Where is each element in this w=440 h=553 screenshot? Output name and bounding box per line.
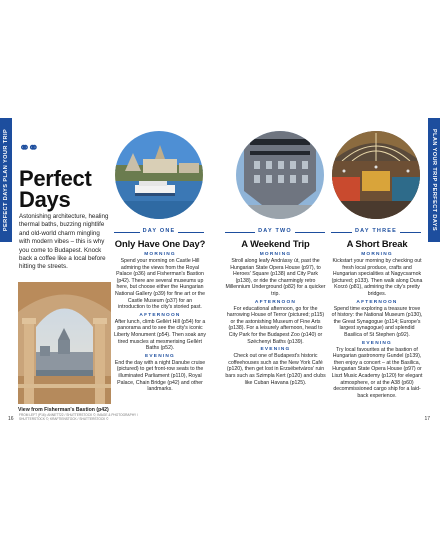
side-tab-left-label: PERFECT DAYS PLAN YOUR TRIP: [3, 128, 9, 232]
day-two-heading: A Weekend Trip: [241, 238, 310, 249]
house-of-terror-image: [236, 131, 324, 219]
day-two-morning-text: Stroll along leafy Andrássy út, past the Hungarian State Opera House (p97), to Heroes' Square (p138) and City Park (p138), or ride the charmingly retro Millennium Underground (p82) for a quicker trip.: [225, 258, 326, 297]
danube-cruise-image: [115, 131, 203, 219]
day-one-column: [114, 238, 206, 393]
day-three-afternoon-label: AFTERNOON: [356, 299, 398, 305]
side-tab-right: [428, 118, 440, 242]
day-three-morning-text: Kickstart your morning by checking out fresh local produce, crafts and Hungarian specialities at Nagycsarnok (pictured; p133). Then walk along Duna Korzó (p81), admiring the city's pretty bridges.: [331, 258, 423, 297]
day-one-afternoon-label: AFTERNOON: [139, 312, 181, 318]
photo-credits: FROM LEFT (P16): ANNETT22 / SHUTTERSTOCK ©; IMAGE & PHOTOGRAPHY / SHUTTERSTOCK ©; KRAFTIENSTOCK / SHUTTERSTOCK ©: [19, 413, 138, 421]
day-three-evening-label: EVENING: [362, 340, 392, 346]
page-number-left: 16: [8, 416, 14, 422]
day-two-ribbon-label: DAY TWO: [255, 228, 295, 234]
page-title-line-1: Perfect: [19, 166, 92, 191]
day-one-ribbon-label: DAY ONE: [140, 228, 179, 234]
day-one-morning-label: MORNING: [144, 252, 176, 257]
danube-cruise-photo: [115, 131, 203, 219]
day-three-morning-label: MORNING: [361, 252, 393, 257]
side-tab-left: [0, 118, 12, 242]
market-hall-photo: [332, 131, 420, 219]
fishermans-bastion-image: [18, 282, 111, 404]
day-two-morning-label: MORNING: [259, 252, 292, 257]
day-one-evening-label: EVENING: [145, 353, 175, 359]
day-three-column: [331, 238, 423, 399]
page-title: [19, 168, 92, 210]
day-two-afternoon-label: AFTERNOON: [254, 299, 297, 305]
intro-text: Astonishing architecture, healing thermal baths, buzzing nightlife and old-world charm mingling with modern vibes – this is why you come to Budapest. Knock back a coffee like a local before hitting the streets.: [19, 213, 109, 271]
day-two-ribbon: [225, 228, 325, 237]
photo-caption: View from Fisherman's Bastion (p42): [18, 407, 109, 413]
day-one-morning-text: Spend your morning on Castle Hill admiring the views from the Royal Palace (p36) and Fisherman's Bastion (p42). There are several museums up here, but choose either the Hungarian National Gallery (p39) for fine art or the Castle Museum (p37) for an introduction to the city's storied past.: [115, 258, 205, 311]
market-hall-image: [332, 131, 420, 219]
side-tab-right-label: PLAN YOUR TRIP PERFECT DAYS: [431, 128, 437, 232]
day-one-evening-text: End the day with a night Danube cruise (pictured) to get front-row seats to the illuminated Parliament (p110), Royal Palace, Chain Bridge (p42) and other landmarks.: [114, 359, 206, 393]
day-one-heading: Only Have One Day?: [114, 238, 206, 249]
day-three-heading: A Short Break: [346, 238, 408, 249]
day-two-afternoon-text: For educational afternoon, go for the harrowing House of Terror (pictured; p115) or the astonishing Museum of Fine Arts (p138). For a leisurely afternoon, head to City Park for the Budapest Zoo (p140) or Széchenyi Baths (p139).: [226, 305, 325, 345]
day-two-evening-label: EVENING: [260, 347, 291, 353]
page-number-right: 17: [424, 416, 430, 422]
fishermans-bastion-photo: [18, 282, 111, 404]
page-title-line-2: Days: [19, 187, 71, 212]
day-one-afternoon-text: After lunch, climb Gellért Hill (p54) for a panorama and to see the city's iconic Liberty Monument (p54). Then soak any tired muscles at mesmerising Gellért Baths (p52).: [114, 318, 206, 352]
day-one-ribbon: [114, 228, 204, 237]
day-two-evening-text: Check out one of Budapest's historic coffeehouses such as the New York Café (p120), then get lost in Erzsébetváros' ruin bars such as Szimpla Kert (p120) and clubs like Cuban Havana (p125).: [225, 353, 326, 386]
day-three-ribbon: [331, 228, 421, 237]
day-three-evening-text: Try local favourites at the bastion of Hungarian gastronomy Gundel (p139), then enjoy a concert – at the Basilica, Hungarian State Opera House (p97) or Liszt Music Academy (p120) for elegant atmosphere, or at the A38 (p60) decommissioned cargo ship for a laid-back experience.: [331, 346, 423, 399]
day-two-column: [225, 238, 326, 386]
binoculars-icon: ⚭⚭: [19, 140, 37, 155]
day-three-ribbon-label: DAY THREE: [352, 228, 400, 234]
house-of-terror-photo: [236, 131, 324, 219]
day-three-afternoon-text: Spend time exploring a treasure trove of history: the National Museum (p130), the Great Synagogue (p114; Europe's largest synagogue) and splendid Basilica of St Stephen (p92).: [331, 305, 423, 338]
